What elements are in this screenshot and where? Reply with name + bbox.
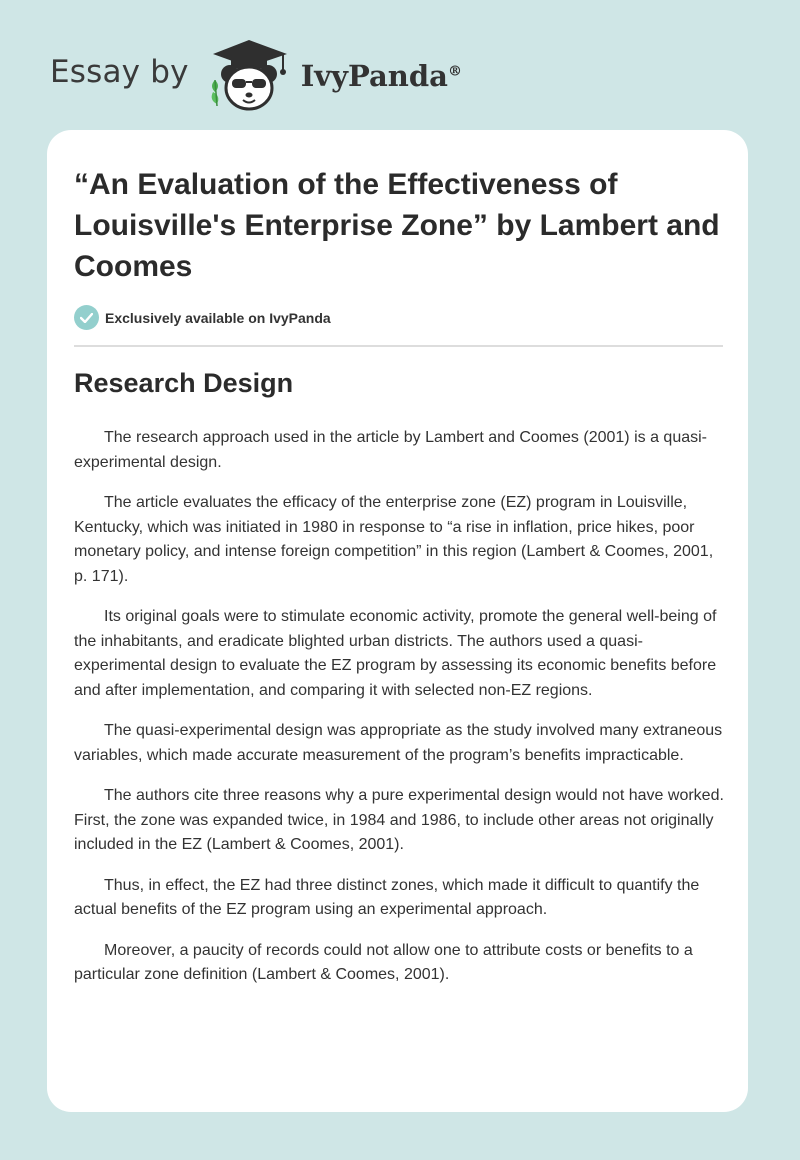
paragraph: Its original goals were to stimulate economic activity, promote the general well-being of the inhabitants, and eradicate blighted urban districts. The authors used a quasi-experimental design to evaluate the EZ program by assessing its economic benefits before and after implementation, and comparing it with selected non-EZ regions. (74, 608, 717, 699)
section-heading: Research Design (74, 368, 294, 398)
brand-logo[interactable] (50, 34, 462, 114)
exclusive-badge-label: Exclusively available on IvyPanda (105, 309, 331, 326)
registered-mark: ® (447, 63, 462, 80)
paragraph: The article evaluates the efficacy of the enterprise zone (EZ) program in Louisville, Kentucky, which was initiated in 1980 in response to “a rise in inflation, price hikes, poor monetary policy, and intense foreign competition” in this region (Lambert & Coomes, 2001, p. 171). (74, 494, 714, 585)
paragraph: Moreover, a paucity of records could not allow one to attribute costs or benefits to a particular zone definition (Lambert & Coomes, 2001). (74, 941, 693, 983)
paragraph: The quasi-experimental design was appropriate as the study involved many extraneous variables, which made accurate measurement of the program’s benefits impracticable. (74, 722, 723, 764)
brand-name-text: IvyPanda (300, 59, 448, 93)
paragraph: The authors cite three reasons why a pure experimental design would not have worked. First, the zone was expanded twice, in 1984 and 1986, to include other areas not originally included in the EZ (Lambert & Coomes, 2001). (74, 787, 724, 853)
paragraph: Thus, in effect, the EZ had three distinct zones, which made it difficult to quantify the actual benefits of the EZ program using an experimental approach. (74, 876, 700, 918)
essay-body (74, 426, 726, 1004)
essay-title: “An Evaluation of the Effectiveness of Louisville's Enterprise Zone” by Lambert and Coomes (74, 168, 720, 283)
exclusive-badge (74, 305, 331, 330)
brand-name (301, 59, 462, 93)
check-circle-icon (74, 305, 99, 330)
panda-graduation-cap-icon (203, 34, 295, 114)
paragraph: The research approach used in the article by Lambert and Coomes (2001) is a quasi-experimental design. (74, 429, 707, 471)
brand-prefix: Essay by (50, 54, 189, 90)
divider (74, 345, 723, 347)
essay-card (47, 130, 748, 1112)
